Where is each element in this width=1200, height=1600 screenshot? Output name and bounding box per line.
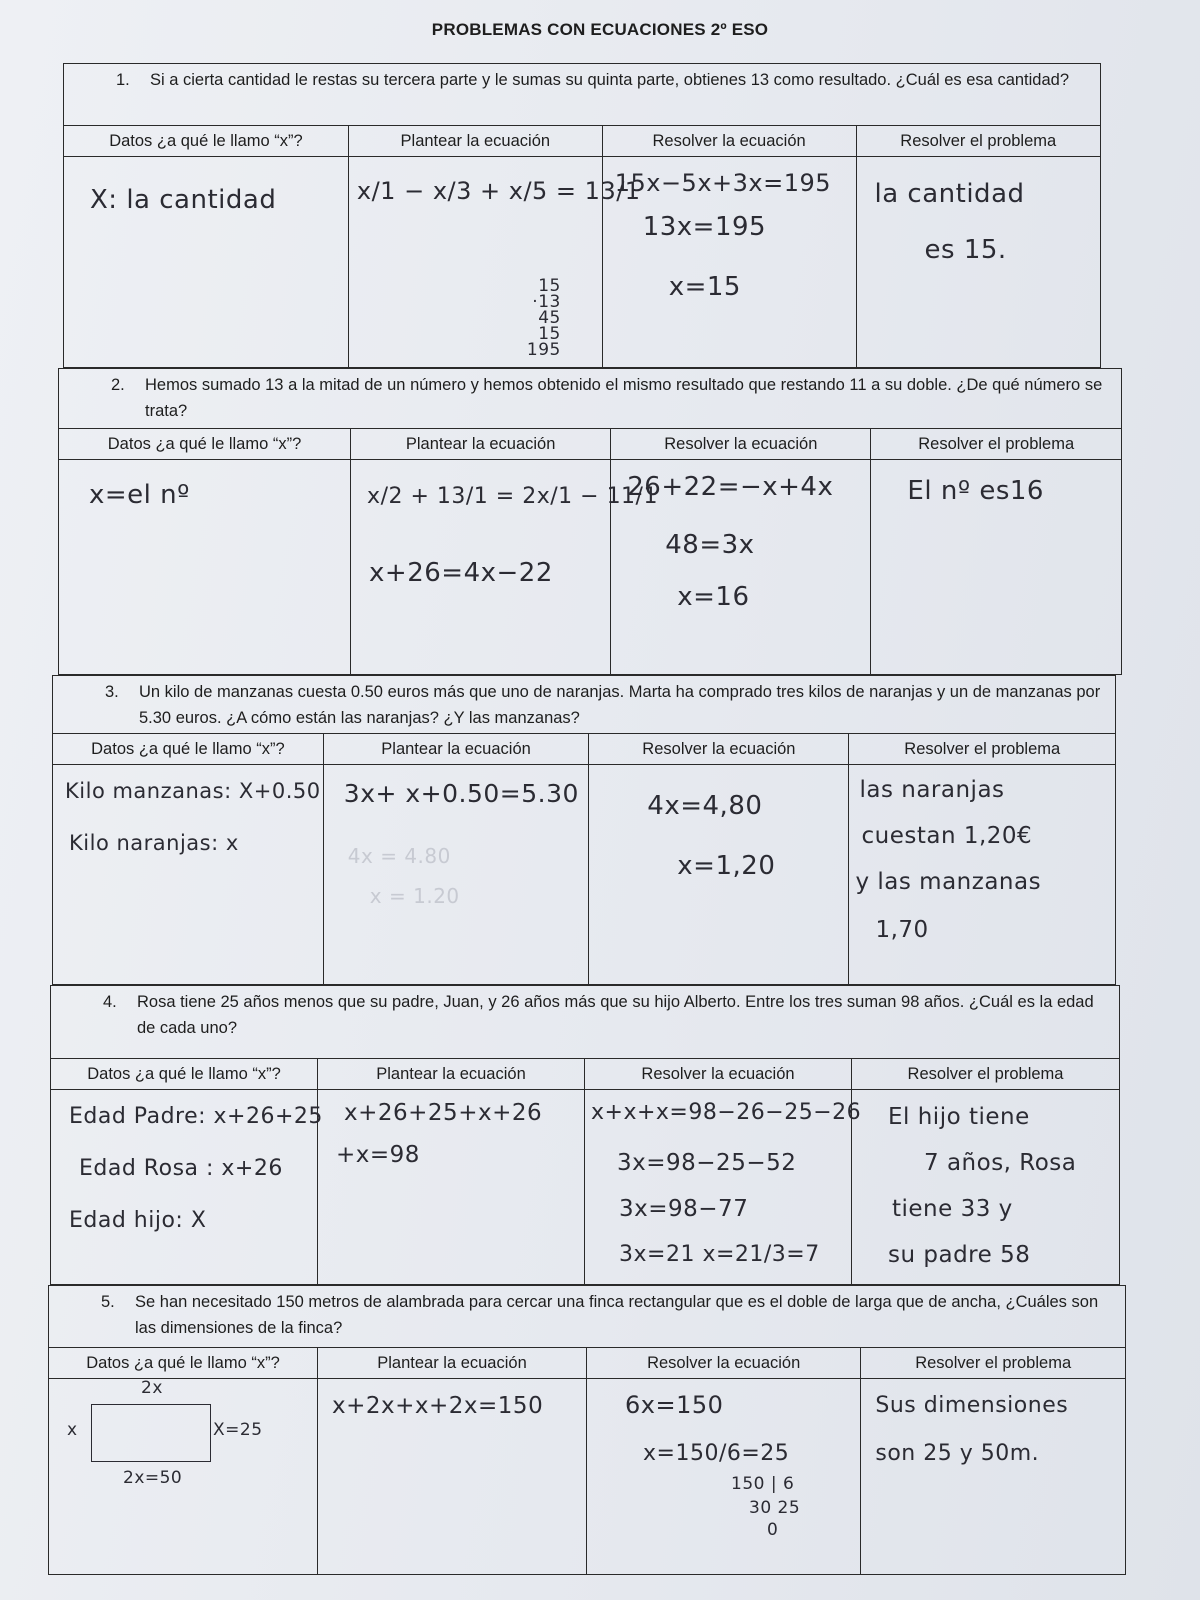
- answer-line-3: tiene 33 y: [892, 1196, 1013, 1222]
- rect-top-label: 2x: [141, 1378, 163, 1398]
- plantear-cell: [324, 734, 590, 984]
- problem-2: [58, 368, 1122, 675]
- problem-statement: [63, 63, 1101, 125]
- datos-line-1: Edad Padre: x+26+25: [69, 1104, 323, 1129]
- problem-text: Rosa tiene 25 años menos que su padre, Juan, y 26 años más que su hijo Alberto. Entre los tres suman 98 años. ¿Cuál es la edad de cada uno?: [137, 993, 1094, 1037]
- solution-step-2: 48=3x: [665, 530, 755, 560]
- problem-number: 2.: [111, 376, 125, 394]
- datos-line-1: Kilo manzanas: X+0.50: [65, 779, 321, 803]
- plantear-cell: [318, 1348, 587, 1574]
- resolver-problema-cell: [861, 1348, 1125, 1574]
- solution-step-1: 6x=150: [625, 1391, 724, 1419]
- problem-5: [48, 1285, 1126, 1575]
- resolver-ecuacion-header: Resolver la ecuación: [585, 1059, 851, 1090]
- resolver-problema-header: Resolver el problema: [857, 126, 1100, 157]
- problem-statement: [52, 675, 1116, 733]
- equation: x/2 + 13/1 = 2x/1 − 11/1: [367, 484, 658, 509]
- division-line-2: 30 25: [749, 1498, 801, 1518]
- answer-line-2: es 15.: [924, 235, 1007, 265]
- problem-statement: [48, 1285, 1126, 1347]
- resolver-ecuacion-header: Resolver la ecuación: [611, 429, 870, 460]
- resolver-problema-header: Resolver el problema: [871, 429, 1121, 460]
- resolver-problema-header: Resolver el problema: [849, 734, 1115, 765]
- datos-cell: [59, 429, 351, 674]
- problem-text: Se han necesitado 150 metros de alambrada para cercar una finca rectangular que es el doble de larga que de ancha, ¿Cuáles son las dimensiones de la finca?: [135, 1293, 1099, 1337]
- answer-line-1: El hijo tiene: [888, 1104, 1030, 1130]
- solution-step-1: 26+22=−x+4x: [627, 472, 834, 502]
- solution-step-4: 3x=21 x=21/3=7: [619, 1242, 820, 1267]
- solution-step-3: 3x=98−77: [619, 1196, 749, 1222]
- problem-number: 3.: [105, 683, 119, 701]
- datos-cell: [53, 734, 324, 984]
- solution-step-2: 13x=195: [642, 212, 767, 242]
- plantear-cell: [318, 1059, 585, 1284]
- answer-grid: [50, 1058, 1120, 1285]
- problem-number: 4.: [103, 993, 117, 1011]
- solution-step-1: 15x−5x+3x=195: [614, 169, 832, 197]
- rect-left-label: x: [67, 1420, 78, 1440]
- resolver-ecuacion-header: Resolver la ecuación: [589, 734, 848, 765]
- problem-number: 5.: [101, 1293, 115, 1311]
- resolver-ecuacion-cell: [611, 429, 871, 674]
- division-line-1: 150 | 6: [731, 1474, 795, 1494]
- equation-simplified: x+26=4x−22: [369, 558, 553, 588]
- rectangle-sketch: [91, 1404, 211, 1462]
- solution-step-1: 4x=4,80: [647, 791, 763, 821]
- rect-right-label: X=25: [213, 1420, 263, 1440]
- answer-line-1: la cantidad: [874, 179, 1025, 209]
- problem-statement: [50, 985, 1120, 1058]
- answer-grid: [52, 733, 1116, 985]
- datos-line-3: Edad hijo: X: [69, 1208, 207, 1233]
- resolver-ecuacion-cell: [603, 126, 857, 367]
- division-line-3: 0: [767, 1520, 779, 1540]
- resolver-ecuacion-cell: [587, 1348, 861, 1574]
- datos-cell: [64, 126, 349, 367]
- solution-step-3: x=15: [668, 272, 741, 302]
- plantear-header: Plantear la ecuación: [318, 1348, 586, 1379]
- datos-cell: [49, 1348, 318, 1574]
- answer-grid: [58, 428, 1122, 675]
- resolver-problema-cell: [849, 734, 1115, 984]
- datos-answer: X: la cantidad: [90, 185, 277, 215]
- datos-line-2: Edad Rosa : x+26: [79, 1156, 283, 1181]
- answer-line-1: las naranjas: [859, 777, 1005, 803]
- answer-grid: [63, 125, 1101, 368]
- side-calculation: 15 ·13 45 15 195: [526, 276, 561, 360]
- equation: 3x+ x+0.50=5.30: [343, 779, 579, 808]
- plantear-header: Plantear la ecuación: [324, 734, 589, 765]
- plantear-cell: [349, 126, 641, 367]
- answer-line-4: su padre 58: [888, 1242, 1031, 1268]
- solution-step-1: x+x+x=98−26−25−26: [591, 1100, 862, 1125]
- resolver-ecuacion-cell: [589, 734, 849, 984]
- answer-line-4: 1,70: [875, 917, 929, 943]
- answer-line-2: 7 años, Rosa: [924, 1150, 1077, 1176]
- plantear-header: Plantear la ecuación: [318, 1059, 584, 1090]
- equation: x+2x+x+2x=150: [332, 1393, 544, 1419]
- equation: x/1 − x/3 + x/5 = 13/1: [356, 177, 641, 205]
- resolver-ecuacion-header: Resolver la ecuación: [587, 1348, 860, 1379]
- datos-header: Datos ¿a qué le llamo “x”?: [51, 1059, 317, 1090]
- problem-text: Un kilo de manzanas cuesta 0.50 euros más que uno de naranjas. Marta ha comprado tres kilos de naranjas y un de manzanas por 5.30 euros. ¿A cómo están las naranjas? ¿Y las manzanas?: [139, 683, 1101, 727]
- plantear-cell: [351, 429, 658, 674]
- datos-header: Datos ¿a qué le llamo “x”?: [49, 1348, 317, 1379]
- resolver-ecuacion-cell: [585, 1059, 862, 1284]
- resolver-problema-cell: [871, 429, 1121, 674]
- datos-answer: x=el nº: [89, 480, 190, 510]
- resolver-problema-header: Resolver el problema: [852, 1059, 1119, 1090]
- problem-1: [63, 63, 1101, 368]
- problem-text: Si a cierta cantidad le restas su tercera parte y le sumas su quinta parte, obtienes 13 como resultado. ¿Cuál es esa cantidad?: [150, 71, 1070, 89]
- plantear-header: Plantear la ecuación: [351, 429, 610, 460]
- faint-step-1: 4x = 4.80: [347, 844, 451, 868]
- rect-bottom-label: 2x=50: [123, 1468, 183, 1488]
- answer-line-3: y las manzanas: [855, 869, 1042, 895]
- answer-line-1: Sus dimensiones: [875, 1393, 1069, 1418]
- datos-line-2: Kilo naranjas: x: [69, 831, 239, 855]
- answer-grid: [48, 1347, 1126, 1575]
- solution-step-2: 3x=98−25−52: [617, 1150, 797, 1176]
- datos-cell: [51, 1059, 323, 1284]
- solution-step-2: x=1,20: [677, 851, 776, 881]
- resolver-problema-cell: [857, 126, 1100, 367]
- resolver-problema-header: Resolver el problema: [861, 1348, 1125, 1379]
- equation-line-1: x+26+25+x+26: [344, 1100, 543, 1126]
- datos-header: Datos ¿a qué le llamo “x”?: [64, 126, 348, 157]
- resolver-problema-cell: [852, 1059, 1119, 1284]
- datos-header: Datos ¿a qué le llamo “x”?: [59, 429, 350, 460]
- solution-step-2: x=150/6=25: [643, 1441, 790, 1466]
- problem-number: 1.: [116, 71, 130, 89]
- answer-line-2: cuestan 1,20€: [861, 823, 1033, 849]
- faint-step-2: x = 1.20: [369, 884, 460, 908]
- answer-line-1: El nº es16: [907, 476, 1044, 506]
- page-title: PROBLEMAS CON ECUACIONES 2º ESO: [431, 20, 769, 39]
- solution-step-3: x=16: [677, 582, 750, 612]
- datos-header: Datos ¿a qué le llamo “x”?: [53, 734, 323, 765]
- problem-3: [52, 675, 1116, 985]
- equation-line-2: +x=98: [336, 1142, 420, 1168]
- plantear-header: Plantear la ecuación: [349, 126, 602, 157]
- answer-line-2: son 25 y 50m.: [875, 1441, 1040, 1466]
- problem-statement: [58, 368, 1122, 428]
- problem-4: [50, 985, 1120, 1285]
- resolver-ecuacion-header: Resolver la ecuación: [603, 126, 856, 157]
- problem-text: Hemos sumado 13 a la mitad de un número y hemos obtenido el mismo resultado que restando 11 a su doble. ¿De qué número se trata?: [145, 376, 1103, 420]
